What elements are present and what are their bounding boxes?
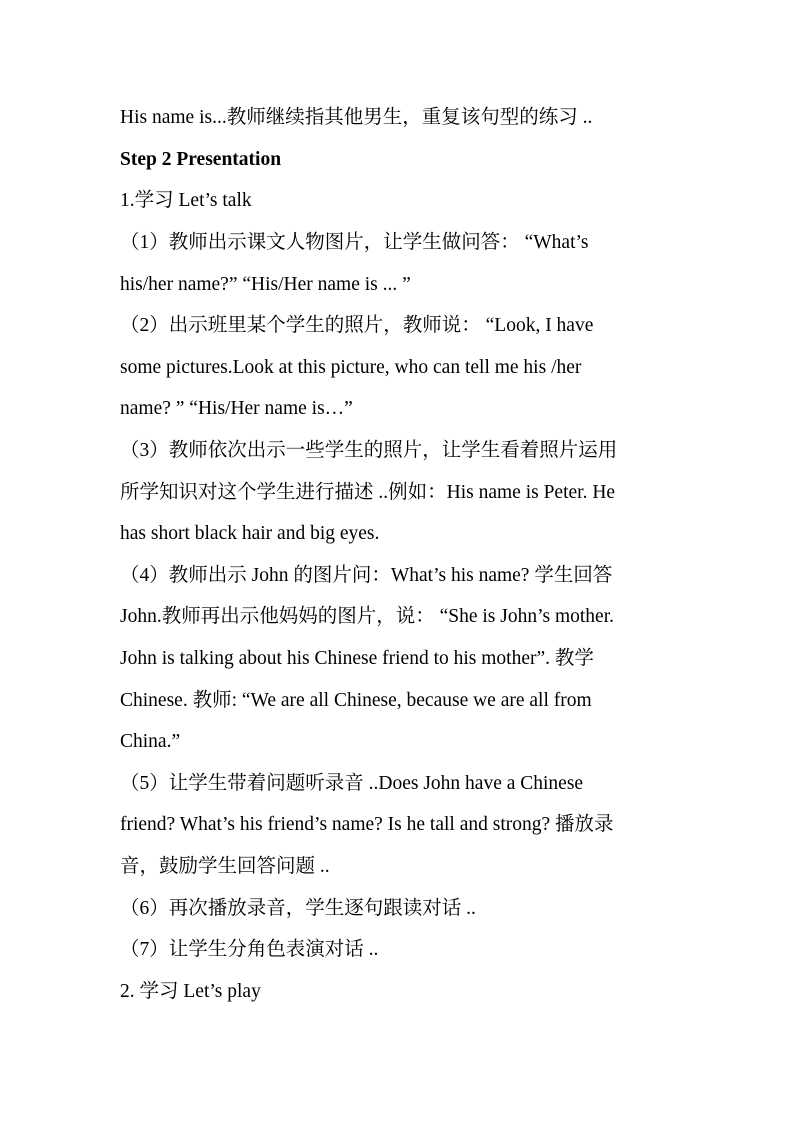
text-line: （6）再次播放录音，学生逐句跟读对话 .. (120, 898, 476, 919)
text-line: 1.学习 Let’s talk (120, 190, 252, 211)
text-line: Chinese. 教师: “We are all Chinese, because we are all from (120, 690, 592, 711)
text-line: John.教师再出示他妈妈的图片，说： “She is John’s mother. (120, 606, 615, 627)
text-line: some pictures.Look at this picture, who can tell me his /her (120, 357, 582, 378)
text-line: 2. 学习 Let’s play (120, 981, 261, 1002)
text-line: has short black hair and big eyes. (120, 523, 380, 544)
text-line: （2）出示班里某个学生的照片，教师说： “Look, I have (120, 315, 594, 336)
text-line: 所学知识对这个学生进行描述 ..例如：His name is Peter. He (120, 482, 616, 503)
text-line: （1）教师出示课文人物图片，让学生做问答： “What’s (120, 232, 589, 253)
text-line: （3）教师依次出示一些学生的照片，让学生看着照片运用 (120, 440, 618, 461)
text-line: China.” (120, 731, 181, 752)
text-line: his/her name?” “His/Her name is ... ” (120, 274, 411, 295)
text-line: 音，鼓励学生回答问题 .. (120, 856, 330, 877)
text-line: （4）教师出示 John 的图片问：What’s his name? 学生回答 (120, 565, 613, 586)
text-line: （7）让学生分角色表演对话 .. (120, 939, 379, 960)
text-line: John is talking about his Chinese friend to his mother”. 教学 (120, 648, 594, 669)
text-line: His name is...教师继续指其他男生，重复该句型的练习 .. (120, 107, 593, 128)
text-line: name? ” “His/Her name is…” (120, 398, 353, 419)
text-line: friend? What’s his friend’s name? Is he tall and strong? 播放录 (120, 814, 614, 835)
section-heading: Step 2 Presentation (120, 149, 282, 170)
text-line: （5）让学生带着问题听录音 ..Does John have a Chinese (120, 773, 584, 794)
